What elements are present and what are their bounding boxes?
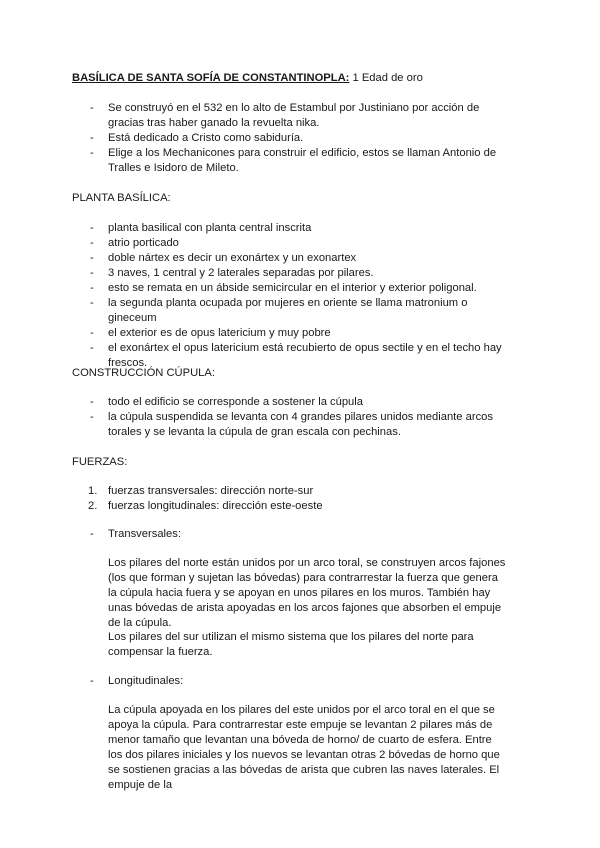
subheading-transversales: - Transversales: [72,527,512,542]
list-item: - esto se remata en un ábside semicircular en el interior y exterior poligonal. [72,281,512,296]
list-item [72,484,512,499]
planta-list [72,221,512,371]
longitudinales-list [72,674,512,689]
subheading-longitudinales: - Longitudinales: [72,674,512,689]
list-item: - el exterior es de opus latericium y muy pobre [72,326,512,341]
document-title [72,71,423,86]
list-item: - Se construyó en el 532 en lo alto de Estambul por Justiniano por acción de gracias tras haber ganado la revuelta nika. [72,101,512,131]
list-item [72,499,512,514]
list-item: - todo el edificio se corresponde a sostener la cúpula [72,395,512,410]
list-item: - Está dedicado a Cristo como sabiduría. [72,131,512,146]
fuerzas-numbered-list [72,484,512,514]
section-heading-planta: PLANTA BASÍLICA: [72,192,171,204]
list-item: - doble nártex es decir un exonártex y un exonartex [72,251,512,266]
list-text: fuerzas longitudinales: dirección este-oeste [108,500,323,512]
list-number: 1. [88,485,98,497]
transversales-paragraph-1: Los pilares del norte están unidos por un arco toral, se construyen arcos fajones (los que forman y sujetan las bóvedas) para contrarrestar la fuerza que genera la cúpula hacia fuera y se apoyan en unos pilares en los muros. También hay unas bóvedas de arista apoyadas en los arcos fajones que absorben el empuje de la cúpula. [108,557,506,629]
list-item: - el exonártex el opus latericium está recubierto de opus sectile y en el techo hay frescos. [72,341,512,371]
section-heading-cupula: CONSTRUCCIÓN CÚPULA: [72,367,215,379]
list-number: 2. [88,500,98,512]
list-item: - atrio porticado [72,236,512,251]
list-item: - 3 naves, 1 central y 2 laterales separadas por pilares. [72,266,512,281]
title-main: BASÍLICA DE SANTA SOFÍA DE CONSTANTINOPLA: [72,72,350,84]
title-suffix: 1 Edad de oro [349,72,423,84]
intro-list [72,101,512,176]
cupula-list [72,395,512,440]
list-item: - la segunda planta ocupada por mujeres en oriente se llama matronium o gineceum [72,296,512,326]
list-item: - la cúpula suspendida se levanta con 4 grandes pilares unidos mediante arcos torales y se levanta la cúpula de gran escala con pechinas. [72,410,512,440]
transversales-paragraph-2: Los pilares del sur utilizan el mismo sistema que los pilares del norte para compensar la fuerza. [108,631,474,658]
section-heading-fuerzas: FUERZAS: [72,456,128,468]
list-item: - planta basilical con planta central inscrita [72,221,512,236]
list-text: fuerzas transversales: dirección norte-sur [108,485,314,497]
list-item: - Elige a los Mechanicones para construir el edificio, estos se llaman Antonio de Tralles e Isidoro de Mileto. [72,146,512,176]
longitudinales-paragraph-1: La cúpula apoyada en los pilares del este unidos por el arco toral en el que se apoya la cúpula. Para contrarrestar este empuje se levantan 2 pilares más de menor tamaño que levantan una bóveda de horno/ de cuarto de esfera. Entre los dos pilares iniciales y los nuevos se levantan otras 2 bóvedas de horno que se sostienen gracias a las bóvedas de arista que cubren las naves laterales. El empuje de la [108,704,500,791]
transversales-list [72,527,512,542]
